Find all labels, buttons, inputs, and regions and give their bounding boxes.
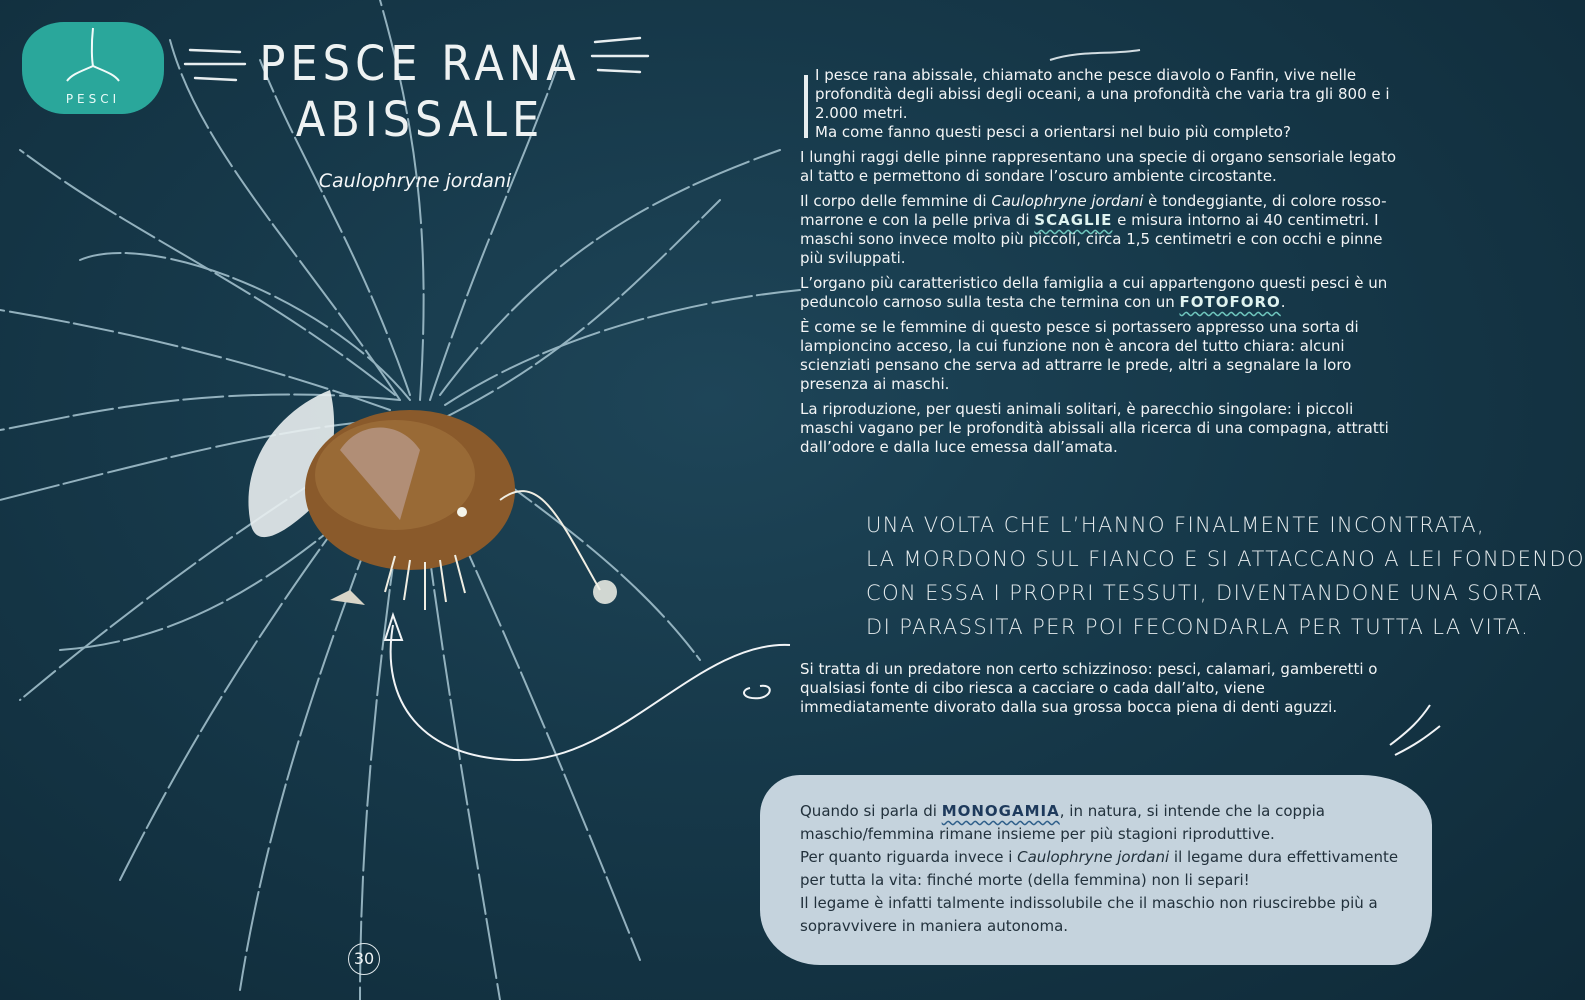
- scientific-name: Caulophryne jordani: [318, 170, 512, 192]
- paragraph-reproduction: La riproduzione, per questi animali solitari, è parecchio singolare: i piccoli maschi vagano per le profondità abissali alla ricerca di una compagna, attratti dall’odore e dalla luce emessa dall’amata.: [800, 400, 1389, 456]
- paragraph-organ: L’organo più caratteristico della famiglia a cui appartengono questi pesci è un peduncolo carnoso sulla testa che termina con un FOTOFORO.: [800, 274, 1388, 311]
- paragraph-fins: I lunghi raggi delle pinne rappresentano una specie di organo sensoriale legato al tatto e permettono di sondare l’oscuro ambiente circostante.: [800, 148, 1397, 185]
- paragraph-intro: [800, 66, 1400, 142]
- title-line-1: PESCE RANA: [259, 36, 581, 92]
- pull-quote: [866, 508, 1585, 644]
- paragraph-predator: Si tratta di un predatore non certo schizzinoso: pesci, calamari, gamberetti o qualsiasi fonte di cibo riesca a cacciare o cada dall’alto, viene immediatamente divorato dalla sua grossa bocca piena di denti aguzzi.: [800, 660, 1378, 716]
- highlight-scaglie: SCAGLIE: [1034, 211, 1113, 229]
- quote-line-1: UNA VOLTA CHE L’HANNO FINALMENTE INCONTRATA,: [866, 513, 1486, 537]
- page-number: 30: [348, 943, 380, 975]
- info-box-text: [800, 800, 1400, 938]
- fish-tail-icon: [62, 26, 124, 86]
- intro-question: Ma come fanno questi pesci a orientarsi nel buio più completo?: [815, 123, 1291, 141]
- category-badge: [22, 22, 164, 114]
- highlight-monogamia: MONOGAMIA: [941, 802, 1060, 820]
- paragraph-body: Il corpo delle femmine di Caulophryne jordani è tondeggiante, di colore rosso-marrone e con la pelle priva di SCAGLIE e misura intorno ai 40 centimetri. I maschi sono invece molto più piccoli, circa 1,5 centimetri e con occhi e pinne più sviluppati.: [800, 192, 1387, 267]
- bond-paragraph: Per quanto riguarda invece i Caulophryne jordani il legame dura effettivamente per tutta la vita: finché morte (della femmina) non li separi!: [800, 848, 1399, 889]
- highlight-fotoforo: FOTOFORO: [1179, 293, 1281, 311]
- quote-line-2: LA MORDONO SUL FIANCO E SI ATTACCANO A LEI FONDENDO: [866, 547, 1585, 571]
- monogamy-paragraph: Quando si parla di MONOGAMIA, in natura, si intende che la coppia maschio/femmina rimane insieme per più stagioni riproduttive.: [800, 802, 1325, 843]
- quote-line-4: DI PARASSITA PER POI FECONDARLA PER TUTTA LA VITA.: [866, 615, 1530, 639]
- predator-text: [800, 660, 1380, 717]
- paragraph-lamp: È come se le femmine di questo pesce si portassero appresso una sorta di lampioncino acceso, la cui funzione non è ancora del tutto chiara: alcuni scienziati pensano che serva ad attrarre le prede, altri a segnalare la loro presenza ai maschi.: [800, 318, 1359, 393]
- species-italic-box: Caulophryne jordani: [1017, 848, 1170, 866]
- intro-text: I pesce rana abissale, chiamato anche pesce diavolo o Fanfin, vive nelle profondità degli abissi degli oceani, a una profondità che varia tra gli 800 e i 2.000 metri.: [815, 66, 1390, 122]
- page-title: [255, 36, 585, 148]
- badge-label: PESCI: [65, 92, 121, 106]
- quote-line-3: CON ESSA I PROPRI TESSUTI, DIVENTANDONE UNA SORTA: [866, 581, 1543, 605]
- species-italic: Caulophryne jordani: [991, 192, 1144, 210]
- title-line-2: ABISSALE: [295, 92, 545, 148]
- indissoluble-paragraph: Il legame è infatti talmente indissolubile che il maschio non riuscirebbe più a sopravvivere in maniera autonoma.: [800, 894, 1378, 935]
- main-text: [800, 66, 1400, 463]
